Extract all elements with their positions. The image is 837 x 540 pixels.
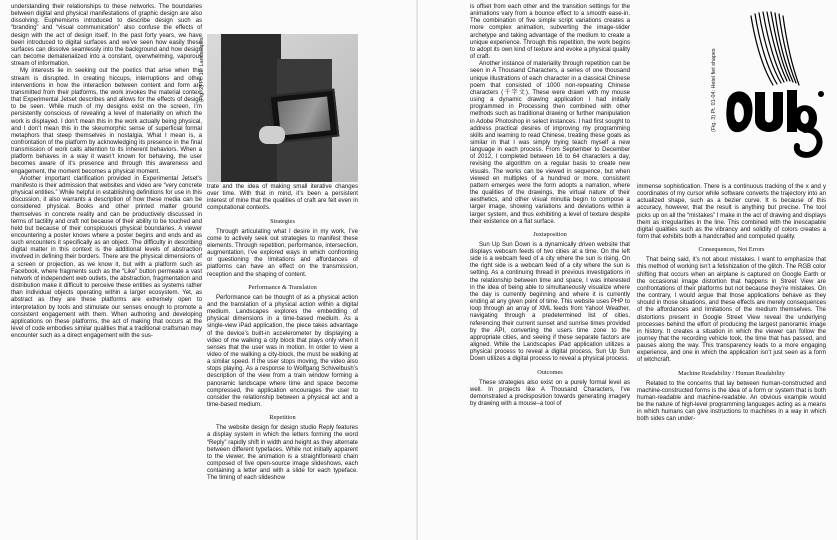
paragraph: These strategies also exist on a purely formal level as well. In projects like A Thousand Characters, I’ve demonstrated a predisposition towards generating imagery by drawing with a mouse–a tool of bbox=[470, 379, 630, 407]
paragraph: Related to the concerns that lay between human-constructed and machine-constructed forms is the idea of a form or system that is both human-readable and machine-readable. An obvious example would be the nature of high-level programming languages acting as a means in which humans can give instructions to machines in a way in which both sides can under- bbox=[637, 380, 826, 423]
section-heading: Machine Readability / Human Readability bbox=[678, 369, 785, 377]
photo-hand bbox=[259, 126, 285, 144]
paragraph: Performance can be thought of as a physical action and the translation of a physical action within a digital medium. Landscapes explores the embedding of physical dimensions in a time-based medium. As a single-view iPad application, the piece takes advantage of the device’s built-in accelerometer by displaying a video of me walking a city block that plays only when it senses that the user was in motion. In order to view a video of me walking a city-block, the must be walking at a similar speed. If the user stops moving, the video also stops playing. As a response to Wolfgang Schivelbush’s description of the view from a train window forming a panoramic landscape where time and space become compressed, the application encourages the user to consider the relationship between a physical act and a time-based medium. bbox=[207, 294, 358, 409]
section-heading: Juxtaposition bbox=[533, 230, 567, 238]
paragraph: understanding their relationships to these networks. The boundaries between digital and physical manifestations of graphic design are also dissolving. Euphemisms introduced to describe design such as “branding” and “visual communication” also confuse the effects of design with the act of design itself. In the past forty years, we have been introduced to digital surfaces and we’ve seen how easily these surfaces can dissolve seamlessly into the background and how design can become dematerialized into a constant, overwhelming, vaporous stream of information. bbox=[11, 4, 202, 68]
paragraph: is offset from each other and the transition settings for the animations vary from a bounce effect to a smooth ease-in. The combination of five simple script variations creates a more complex animation, subverting the image-slider archetype and taking advantage of the medium to create a unique experience. Through this repetition, the work begins to adopt its own kind of texture and evoke a physical quality of craft. bbox=[470, 4, 630, 61]
figure-caption: (Fig. 2) Pt. 10: Landscapes bbox=[199, 37, 205, 102]
paragraph: Another instance of materiality through repetition can be seen in A Thousand Characters, a series of one thousand unique illustrations of each character in a classical Chinese poem that consisted of 1000 non-repeating Chinese characters (千字文). These were drawn with my mouse using a dynamic drawing application I had initially programmed in Processing then combined with other methods such as traditional drawing or further manipulation in Adobe Photoshop in select instances. I had first sought to address practical desires of improving my programming skills and learning to read Chinese, treating these goals as similar in that I was simply trying teach myself a new language in each process. From September to December of 2012, I completed between 16 to 64 characters a day, revising the algorithm on a regular basis to create new visuals. The works can be viewed in sequence, but when viewed en multiples of a hundred or more, consistent pattern emerges were the form adopts a narration, where the qualities of the drawings, the virtual nature of their aesthetics, and other visual minutia begin to compose a larger image, showing variations and deviations within a larger system, and thus exhibiting a level of texture despite their existence on a flat surface. bbox=[470, 61, 631, 225]
paragraph: immense sophistication. There is a continuous tracking of the x and y coordinates of my cursor while software converts the trajectory into an actualized shape, such as a bezier curve. It is because of this accuracy, however, that the result is anything but precise. The tool picks up on all the “mistakes” I make in the act of drawing and displays them as irregularities in the line. This combined with the inescapable digital qualities such as the vibrancy and solidity of colors creates a form that exhibits both a handcrafted and computed quality. bbox=[637, 184, 826, 241]
paragraph: My interests lie in seeking out the poetics that arise when this stream is disrupted. In creating hiccups, interruptions and other interventions in how the interaction between content and form are transmitted from their platforms, the work invokes the material context that Experimental Jetset describes and allows for the effects of design to be seen. While much of my designs exist on the screen, I’m persistently conscious of revealing a level of materiality on which the work is displayed. I don’t mean this in the work actually being physical, and I don’t mean this in the skeumorphic sense of superficial formal metaphors that steep themselves in nostalgia. What I mean is, a confrontation of the platform by acknowledging its presence in the final transmission of work calls attention to its inherent behaviors. When a platform behaves in a way it wasn’t known for behaving, the user becomes aware of it’s presence and through this awareness and engagement, the moment becomes a physical moment. bbox=[11, 68, 202, 175]
left-column-1 bbox=[11, 4, 202, 340]
section-heading: Consequences, Not Errors bbox=[698, 246, 765, 254]
paragraph: Sun Up Sun Down is a dynamically driven website that displays webcam feeds of two cities at a time. On the left side is a webcam feed of a city where the sun is rising. On the right side is a webcam feed of a city where the sun is setting. As a continuing thread in previous investigations in the relationship between time and space, I was interested in the idea of being able to simultaneously visualize where the day is currently beginning and where it is currently ending at any given point of time. This website uses PHP to loop through an array of XML feeds from Yahoo! Weather, navigating through a predetermined list of cities, referencing their current sunset and sunrise times provided by the API, converting the users time zone to the appropriate cities, and seeing if these separate factors are aligned. While the Landscapes iPad application utilizes a physical process to reveal a digital process, Sun Up Sun Down utilizes a digital process to reveal a physical process. bbox=[470, 241, 630, 363]
paragraph: trate and the idea of making small iterative changes over time. With that in mind, it’s been a persistent interest of mine that the qualities of craft are felt even in computational contexts. bbox=[207, 184, 358, 212]
section-heading: Performance & Translation bbox=[248, 283, 317, 291]
landscapes-photo bbox=[207, 34, 358, 182]
section-heading: Outcomes bbox=[537, 368, 563, 376]
paragraph: Through articulating what I desire in my work, I’ve come to actively seek out strategies to manifest these elements. Through repetition, performance, intersection, augmentation, I’ve explored ways in which confronting or questioning the limitations and affordances of platforms can have an effect on the transmission, reception and the shaping of content. bbox=[207, 228, 358, 278]
left-column-2 bbox=[207, 184, 358, 482]
section-heading: Strategies bbox=[270, 217, 295, 225]
hetel-fiet-artwork bbox=[721, 10, 827, 160]
right-column-2 bbox=[637, 184, 826, 424]
paragraph: Another important clarification provided in Experimental Jetset’s manifesto is their admission that websites and video are “very concrete physical entities.” While helpful in establishing definitions for use in this discussion, it also warrants a description of how these media can be considered physical. Books and other printed matter ground themselves in concrete reality and can be productively discussed in terms of tactility and craft not because of their ability to be touched and held but because of their conspicuous physical boundaries. A viewer encountering a poster knows where a poster begins and ends and as such encounters it specifically as an object. The difficulty in describing digital matter in this context is the additional levels of abstraction involved in defining their borders. There are the physical dimensions of a screen or projection, as we know it, but with a platform such as Facebook, where fragments such as the “Like” button permeate a vast network of independent web outlets, the abstraction, fragmentation and distribution make it difficult to perceive these entities as systems rather than individual objects operating within a larger ecosystem. Yet, as abstract as they are these platforms are extremely open to interpretation by tools and stimulate our senses enough to promote a consistent engagement with them. When authoring and developing applications on these platforms, the act of making that occurs at the level of code embodies similar qualities that a traditional craftsman may encounter such as a direct engagement with the sus- bbox=[11, 175, 202, 340]
paragraph: That being said, it’s not about mistakes. I want to emphasize that this method of working isn’t a fetishization of the glitch. The RGB color shifting that occurs when an airplane is captured on Google Earth or the occasional image distortion that happens in Street View are confrontations of their platforms but not because they’re mistakes. On the contrary, I would argue that those applications behave as they should in those situations, and these effects are merely consequences of the affordances and limitations of the medium themselves. The distortions present in Google Street View reveal the underlying processes behind the effort of producing the largest panoramic image in history. It creates a situation in which the viewer can follow the journey that the recording vehicle took, the time that has passed, and pauses along the way. This transparency leads to a more engaging experience, and one in which the application isn’t just seen as a form of witchcraft. bbox=[637, 257, 826, 364]
section-heading: Repetition bbox=[269, 414, 296, 422]
right-column-1 bbox=[470, 4, 630, 408]
figure-caption: (Fig. 3) Pt. 01-04: Hetel fiet shapes bbox=[711, 48, 717, 132]
paragraph: The website design for design studio Reply features a display system in which the letters forming the word “Reply” rapidly shift in width and height as they alternate between different typefaces. While not initially apparent to the viewer, the animation is a straightforward chain composed of five open-source image slideshows, each containing a letter and with a slide for each typeface. The timing of each slideshow bbox=[207, 425, 358, 482]
